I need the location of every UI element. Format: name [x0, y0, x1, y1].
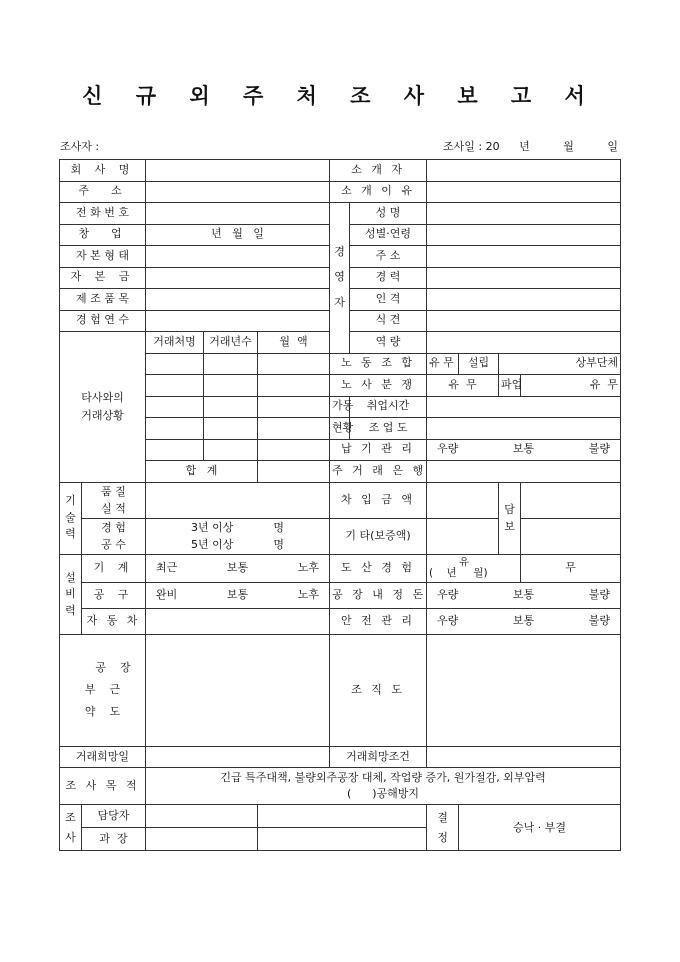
insight-value[interactable]: [427, 310, 621, 332]
trade-partner-cell[interactable]: [146, 396, 204, 418]
month-label: 월: [563, 140, 574, 153]
quality-label: 품 질 실 적: [82, 482, 146, 518]
trade-amount-cell[interactable]: [258, 439, 330, 461]
personality-label: 인 격: [350, 289, 427, 311]
survey-form-table: [59, 159, 621, 851]
year-label: 년: [519, 140, 530, 153]
persons-unit: 명: [273, 538, 285, 552]
decision-label: 결 정: [427, 805, 459, 851]
rating-good[interactable]: 우량: [437, 588, 459, 602]
company-name-value[interactable]: [146, 160, 330, 182]
operation-label-1: 가동: [330, 396, 350, 418]
career-value[interactable]: [427, 267, 621, 289]
tools-opt[interactable]: 노후: [297, 588, 320, 602]
collateral-label: 담 보: [499, 482, 521, 554]
trade-total-value[interactable]: [258, 461, 330, 483]
experience-years-value[interactable]: [146, 310, 330, 332]
manager-address-value[interactable]: [427, 246, 621, 268]
address-value[interactable]: [146, 181, 330, 203]
survey-date: [443, 138, 618, 154]
ability-value[interactable]: [427, 332, 621, 354]
org-chart-label: 조 직 도: [330, 634, 427, 746]
machine-rating[interactable]: [146, 554, 330, 582]
introducer-value[interactable]: [427, 160, 621, 182]
trade-amount-cell[interactable]: [258, 418, 330, 440]
trade-years-cell[interactable]: [204, 353, 258, 375]
document-title: 신 규 외 주 처 조 사 보 고 서: [82, 83, 598, 108]
rating-good[interactable]: 우량: [437, 614, 459, 628]
experience-values[interactable]: [146, 518, 330, 554]
union-opt-exist[interactable]: 유 무: [427, 353, 459, 375]
bankruptcy-label: 도 산 경 험: [330, 554, 427, 582]
charge-label: 담당자: [82, 805, 146, 828]
safety-rating[interactable]: [427, 608, 621, 634]
trade-years-cell[interactable]: [204, 396, 258, 418]
trade-col-amount: 월 액: [258, 332, 330, 354]
strike-opt-exist[interactable]: 유 무: [521, 375, 621, 397]
inspector-label: 조사자 :: [60, 140, 100, 153]
collateral-value-2[interactable]: [521, 518, 621, 554]
phone-value[interactable]: [146, 203, 330, 225]
rating-bad[interactable]: 불량: [588, 442, 611, 456]
intro-reason-value[interactable]: [427, 181, 621, 203]
persons-unit: 명: [273, 520, 285, 534]
experience-label: 경 험 공 수: [82, 518, 146, 554]
trade-col-years: 거래년수: [204, 332, 258, 354]
ability-label: 역 량: [350, 332, 427, 354]
loan-value[interactable]: [427, 482, 499, 518]
purpose-label: 조 사 목 적: [60, 768, 146, 805]
capital-type-value[interactable]: [146, 246, 330, 268]
chief-label: 과 장: [82, 828, 146, 851]
delivery-rating[interactable]: [427, 439, 621, 461]
org-chart-area[interactable]: [427, 634, 621, 746]
capital-label: 자 본 금: [60, 267, 146, 289]
operation-rate-label: 조 업 도: [350, 418, 427, 440]
trade-partner-cell[interactable]: [146, 439, 204, 461]
bankruptcy-exist[interactable]: [427, 554, 521, 582]
over-5-years: 5년 이상: [191, 538, 234, 552]
date-label: 조사일 : 20: [443, 140, 500, 153]
machine-opt[interactable]: 보통: [226, 561, 249, 575]
bankruptcy-none[interactable]: 무: [521, 554, 621, 582]
machine-label: 기 계: [82, 554, 146, 582]
tech-group-label: 기 술 력: [60, 482, 82, 554]
tools-label: 공 구: [82, 582, 146, 608]
purpose-line-2[interactable]: ( )공해방지: [346, 787, 420, 801]
founded-date[interactable]: 년 월 일: [146, 224, 330, 246]
other-guarantee-label: 기 타(보증액): [330, 518, 427, 554]
dispute-opt-exist[interactable]: 유 무: [427, 375, 499, 397]
factory-order-rating[interactable]: [427, 582, 621, 608]
machine-opt[interactable]: 최근: [156, 561, 178, 575]
operation-label-2: 현황: [330, 418, 350, 440]
union-label: 노 동 조 합: [330, 353, 427, 375]
products-label: 제 조 품 목: [60, 289, 146, 311]
operation-rate-value[interactable]: [427, 418, 621, 440]
trade-partner-cell[interactable]: [146, 418, 204, 440]
vehicle-label: 자 동 차: [82, 608, 146, 634]
quality-value[interactable]: [146, 482, 330, 518]
gender-age-label: 성별·연령: [350, 224, 427, 246]
rating-bad[interactable]: 불량: [588, 614, 611, 628]
manager-name-label: 성 명: [350, 203, 427, 225]
charge-sign-1[interactable]: [146, 805, 258, 828]
trade-years-cell[interactable]: [204, 375, 258, 397]
desired-date-label: 거래희망일: [60, 746, 146, 768]
manager-group-label: 경 영 자: [330, 203, 350, 354]
rating-normal[interactable]: 보통: [512, 614, 535, 628]
chief-sign-1[interactable]: [146, 828, 258, 851]
tools-opt[interactable]: 보통: [226, 588, 249, 602]
purpose-options[interactable]: [146, 768, 621, 805]
trade-total-label: 합 계: [146, 461, 258, 483]
trade-amount-cell[interactable]: [258, 353, 330, 375]
trade-col-partner: 거래처명: [146, 332, 204, 354]
gender-age-value[interactable]: [427, 224, 621, 246]
address-label: 주 소: [60, 181, 146, 203]
rating-good[interactable]: 우량: [437, 442, 459, 456]
products-value[interactable]: [146, 289, 330, 311]
phone-label: 전 화 번 호: [60, 203, 146, 225]
approval-options[interactable]: 승낙 · 부결: [459, 805, 621, 851]
bankruptcy-has: 유: [459, 556, 470, 569]
bankruptcy-date: ( 년 월): [429, 567, 488, 580]
manager-name-value[interactable]: [427, 203, 621, 225]
union-opt-parent[interactable]: 상부단체: [499, 353, 621, 375]
purpose-line-1[interactable]: 긴급 특주대책, 불량외주공장 대체, 작업량 증가, 원가절감, 외부압력: [220, 770, 546, 784]
factory-order-label: 공 장 내 정 돈: [330, 582, 427, 608]
collateral-value-1[interactable]: [521, 482, 621, 518]
trade-partner-cell[interactable]: [146, 353, 204, 375]
delivery-label: 납 기 관 리: [330, 439, 427, 461]
capital-value[interactable]: [146, 267, 330, 289]
over-3-years: 3년 이상: [191, 520, 234, 534]
capital-type-label: 자 본 형 태: [60, 246, 146, 268]
safety-label: 안 전 관 리: [330, 608, 427, 634]
desired-terms-value[interactable]: [427, 746, 621, 768]
intro-reason-label: 소 개 이 유: [330, 181, 427, 203]
rating-normal[interactable]: 보통: [512, 442, 535, 456]
introducer-label: 소 개 자: [330, 160, 427, 182]
insight-label: 식 견: [350, 310, 427, 332]
other-guarantee-value[interactable]: [427, 518, 499, 554]
personality-value[interactable]: [427, 289, 621, 311]
founded-label: 창 업: [60, 224, 146, 246]
chief-sign-2[interactable]: [258, 828, 427, 851]
trade-amount-cell[interactable]: [258, 396, 330, 418]
dispute-opt-strike[interactable]: 파업: [499, 375, 521, 397]
work-hours-label: 취업시간: [350, 396, 427, 418]
trade-status-label: 타사와의 거래상황: [60, 332, 146, 483]
day-label: 일: [607, 140, 618, 153]
loan-label: 차 입 금 액: [330, 482, 427, 518]
work-hours-value[interactable]: [427, 396, 621, 418]
trade-partner-cell[interactable]: [146, 375, 204, 397]
trade-years-cell[interactable]: [204, 418, 258, 440]
trade-years-cell[interactable]: [204, 439, 258, 461]
desired-terms-label: 거래희망조건: [330, 746, 427, 768]
machine-opt[interactable]: 노후: [297, 561, 320, 575]
desired-date-value[interactable]: [146, 746, 330, 768]
company-name-label: 회 사 명: [60, 160, 146, 182]
dispute-label: 노 사 분 쟁: [330, 375, 427, 397]
tools-rating[interactable]: [146, 582, 330, 608]
factory-map-label: 공 장 부 근 약 도: [60, 634, 146, 746]
rating-normal[interactable]: 보통: [512, 588, 535, 602]
career-label: 경 력: [350, 267, 427, 289]
union-opt-founded[interactable]: 설립: [459, 353, 499, 375]
experience-years-label: 경 험 연 수: [60, 310, 146, 332]
bank-value[interactable]: [427, 461, 621, 483]
equipment-group-label: 설 비 력: [60, 554, 82, 634]
manager-address-label: 주 소: [350, 246, 427, 268]
rating-bad[interactable]: 불량: [588, 588, 611, 602]
bank-label: 주 거 래 은 행: [330, 461, 427, 483]
charge-sign-2[interactable]: [258, 805, 427, 828]
vehicle-value[interactable]: [146, 608, 330, 634]
trade-amount-cell[interactable]: [258, 375, 330, 397]
tools-opt[interactable]: 완비: [156, 588, 178, 602]
factory-map-area[interactable]: [146, 634, 330, 746]
survey-group-label: 조 사: [60, 805, 82, 851]
